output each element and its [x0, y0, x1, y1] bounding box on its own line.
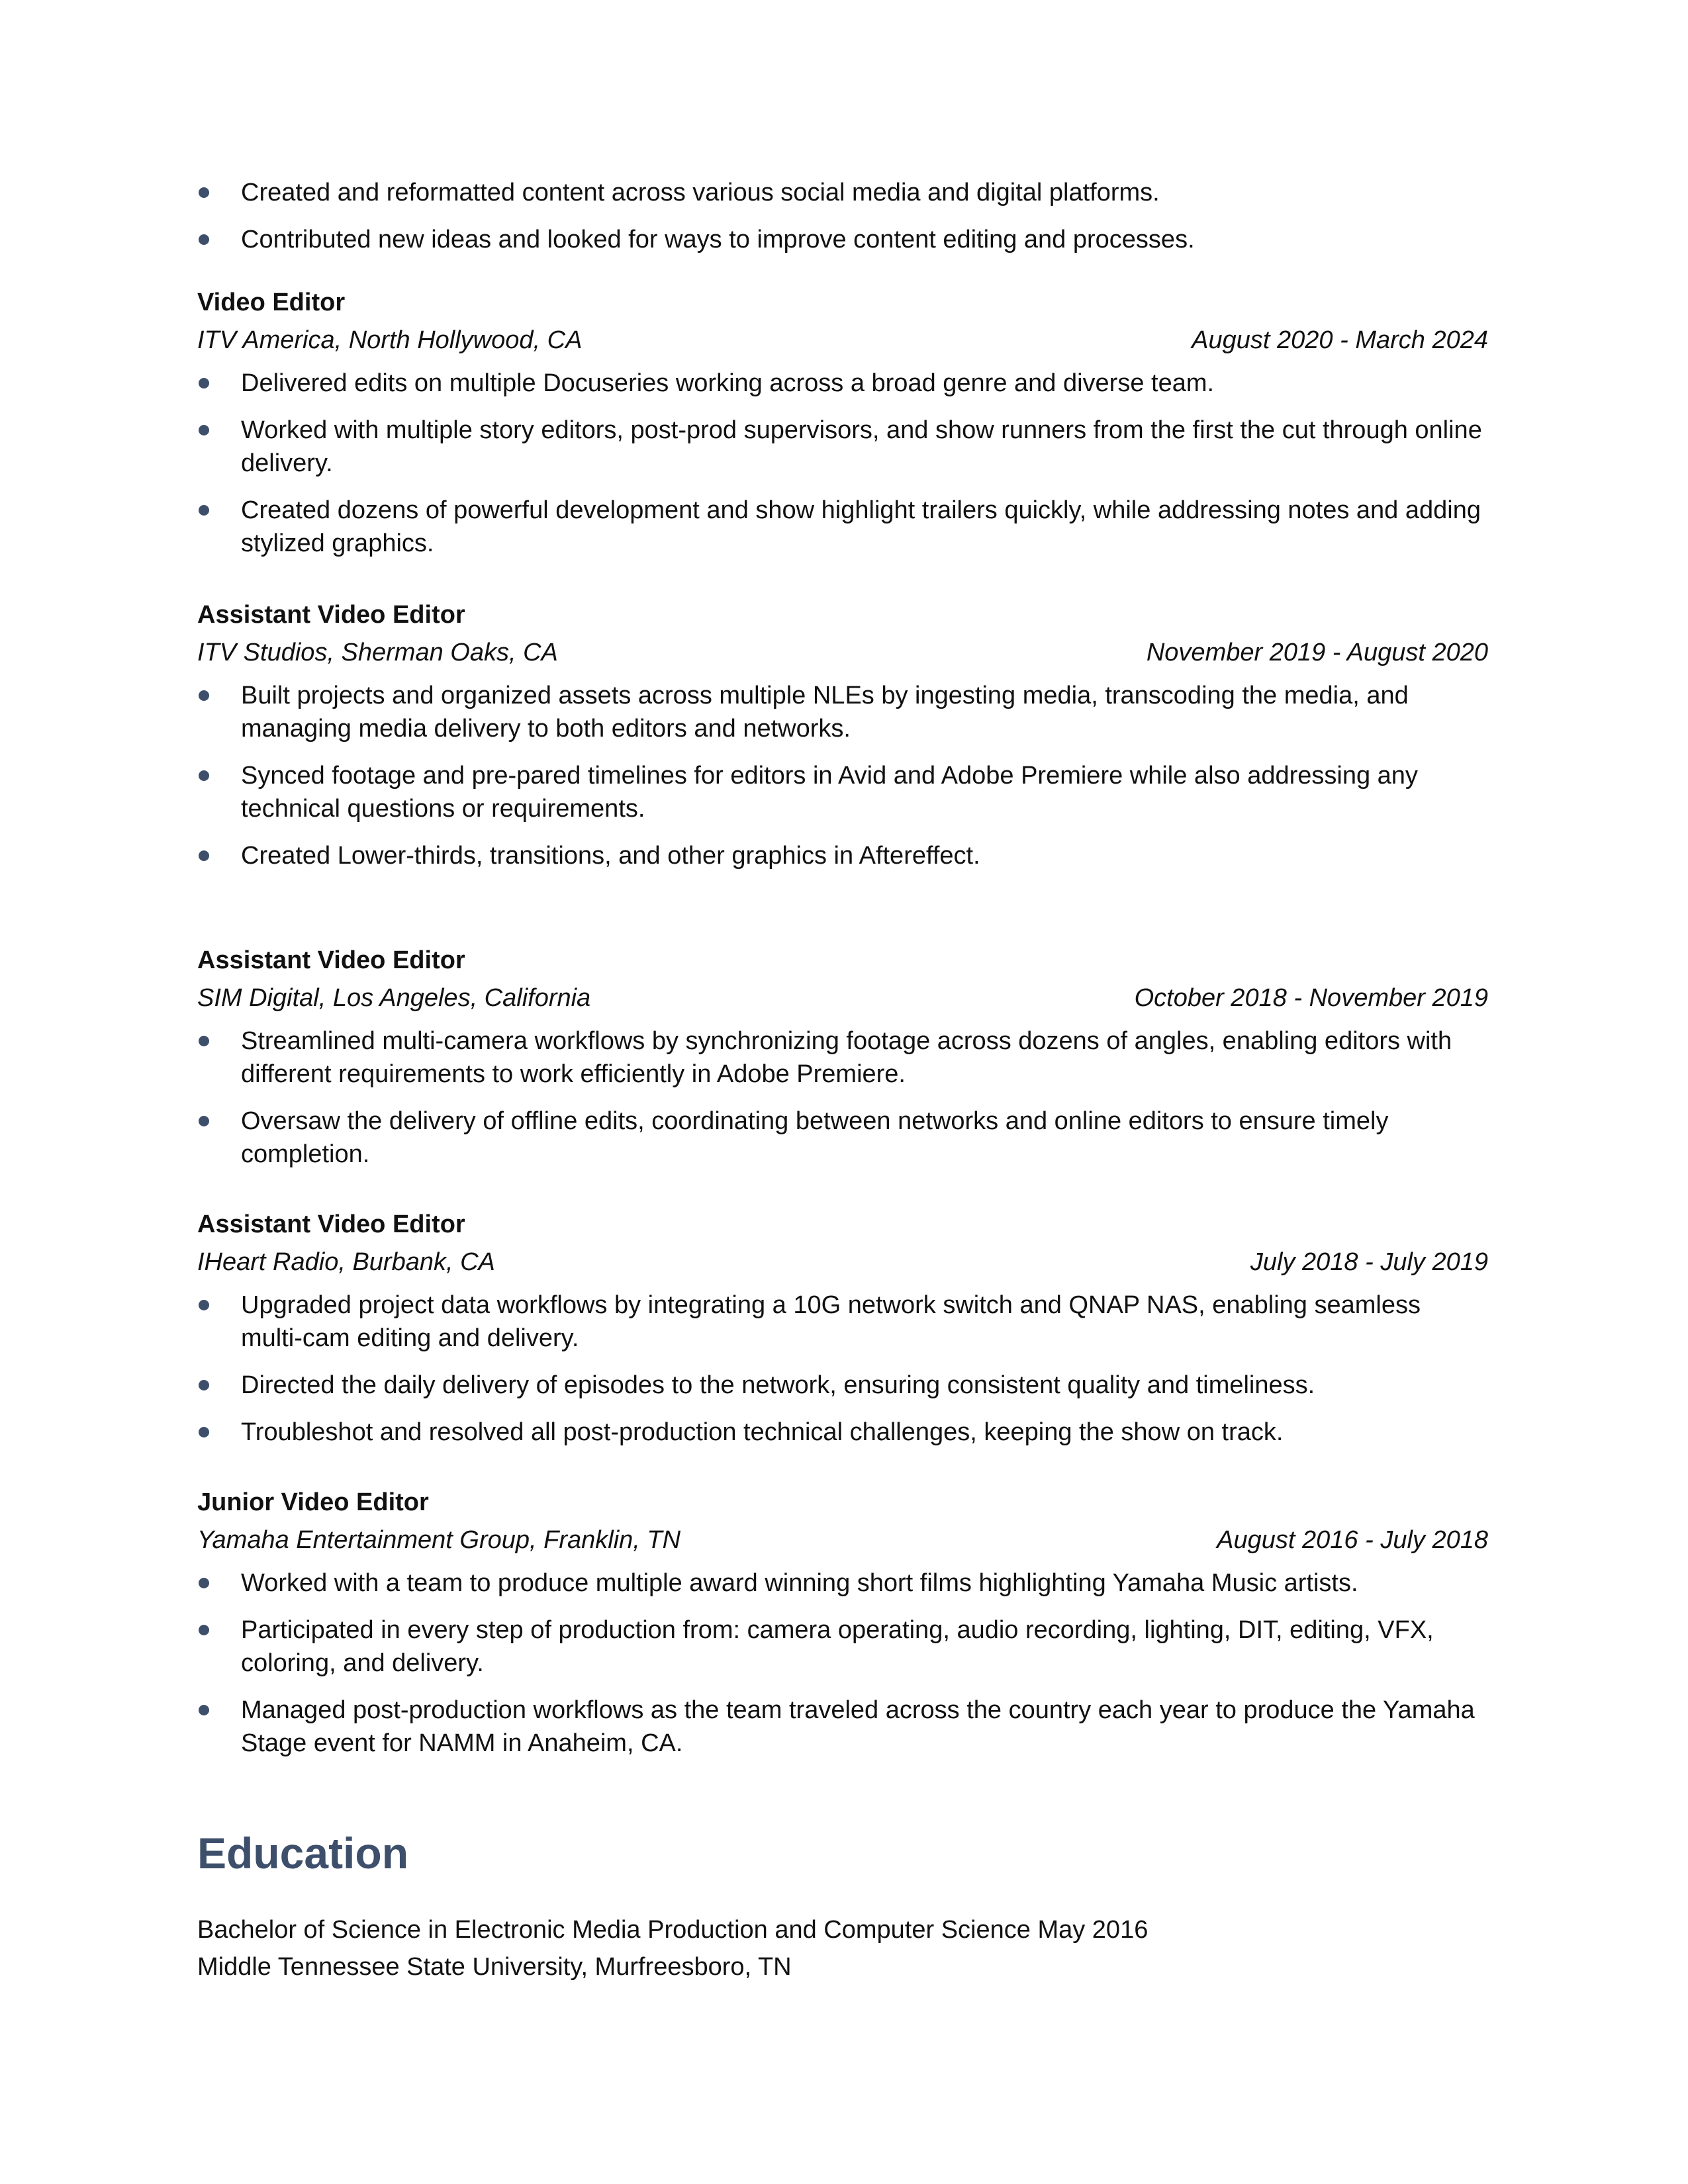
- education-school: Middle Tennessee State University, Murfreesboro, TN: [197, 1953, 792, 1981]
- job-title: Assistant Video Editor: [197, 601, 465, 629]
- education-section: [197, 1827, 1488, 1985]
- job-company: Yamaha Entertainment Group, Franklin, TN: [197, 1526, 681, 1554]
- bullet-text: Delivered edits on multiple Docuseries working across a broad genre and diverse team.: [241, 369, 1215, 397]
- job-title: Video Editor: [197, 289, 346, 316]
- list-item: [197, 839, 1488, 872]
- bullet-icon: [199, 187, 209, 198]
- job-dates: October 2018 - November 2019: [1134, 984, 1488, 1012]
- job-meta: [197, 324, 1488, 357]
- job-title: Assistant Video Editor: [197, 946, 465, 974]
- bullet-text: Created dozens of powerful development and show highlight trailers quickly, while addressing notes and adding stylized graphics.: [241, 496, 1481, 557]
- bullet-text: Created and reformatted content across various social media and digital platforms.: [241, 179, 1160, 206]
- job-company: ITV America, North Hollywood, CA: [197, 326, 583, 354]
- bullet-text: Contributed new ideas and looked for ways to improve content editing and processes.: [241, 226, 1195, 253]
- job-company: IHeart Radio, Burbank, CA: [197, 1248, 495, 1276]
- bullet-icon: [199, 1036, 209, 1046]
- education-degree: Bachelor of Science in Electronic Media Production and Computer Science May 2016: [197, 1916, 1149, 1944]
- bullet-text: Created Lower-thirds, transitions, and other graphics in Aftereffect.: [241, 842, 980, 870]
- job-dates: July 2018 - July 2019: [1250, 1248, 1488, 1276]
- job-meta: [197, 981, 1488, 1015]
- job-company: ITV Studios, Sherman Oaks, CA: [197, 639, 558, 666]
- job-entry: [197, 1486, 1488, 1774]
- section-heading: Education: [197, 1829, 409, 1878]
- bullet-text: Upgraded project data workflows by integrating a 10G network switch and QNAP NAS, enabling seamless multi-cam editing and delivery.: [241, 1291, 1421, 1352]
- bullet-icon: [199, 850, 209, 861]
- bullet-icon: [199, 690, 209, 701]
- bullet-text: Worked with multiple story editors, post-prod supervisors, and show runners from the first the cut through online delivery.: [241, 416, 1482, 477]
- job-meta: [197, 636, 1488, 669]
- job-bullet-list: [197, 679, 1488, 872]
- list-item: [197, 176, 1488, 209]
- job-bullet-list: [197, 1024, 1488, 1171]
- job-entry: [197, 286, 1488, 574]
- list-item: [197, 1567, 1488, 1600]
- bullet-text: Troubleshot and resolved all post-production technical challenges, keeping the show on track.: [241, 1418, 1284, 1446]
- bullet-icon: [199, 505, 209, 516]
- list-item: [197, 759, 1488, 825]
- bullet-text: Built projects and organized assets across multiple NLEs by ingesting media, transcoding the media, and managing media delivery to both editors and networks.: [241, 682, 1409, 743]
- bullet-text: Managed post-production workflows as the team traveled across the country each year to produce the Yamaha Stage event for NAMM in Anaheim, CA.: [241, 1696, 1475, 1757]
- list-item: [197, 1105, 1488, 1171]
- job-bullet-list: [197, 1567, 1488, 1760]
- job-company: SIM Digital, Los Angeles, California: [197, 984, 591, 1012]
- job-entry: [197, 944, 1488, 1185]
- job-meta: [197, 1524, 1488, 1557]
- job-bullet-list: [197, 1289, 1488, 1449]
- bullet-icon: [199, 770, 209, 781]
- job-entry: [197, 598, 1488, 886]
- bullet-text: Oversaw the delivery of offline edits, coordinating between networks and online editors to ensure timely completion.: [241, 1107, 1389, 1168]
- list-item: [197, 414, 1488, 480]
- bullet-icon: [199, 425, 209, 435]
- bullet-icon: [199, 234, 209, 245]
- intro-bullet-list: [197, 176, 1488, 270]
- list-item: [197, 223, 1488, 256]
- job-dates: November 2019 - August 2020: [1146, 639, 1488, 666]
- job-bullet-list: [197, 367, 1488, 560]
- bullet-text: Directed the daily delivery of episodes to the network, ensuring consistent quality and timeliness.: [241, 1371, 1315, 1399]
- bullet-text: Participated in every step of production from: camera operating, audio recording, lighting, DIT, editing, VFX, coloring, and delivery.: [241, 1616, 1434, 1677]
- list-item: [197, 1369, 1488, 1402]
- bullet-icon: [199, 1578, 209, 1588]
- list-item: [197, 1289, 1488, 1355]
- bullet-icon: [199, 1705, 209, 1715]
- list-item: [197, 494, 1488, 560]
- bullet-text: Streamlined multi-camera workflows by synchronizing footage across dozens of angles, enabling editors with different requirements to work efficiently in Adobe Premiere.: [241, 1027, 1452, 1088]
- bullet-icon: [199, 1300, 209, 1310]
- list-item: [197, 1614, 1488, 1680]
- bullet-icon: [199, 1625, 209, 1635]
- list-item: [197, 367, 1488, 400]
- list-item: [197, 1694, 1488, 1760]
- list-item: [197, 1416, 1488, 1449]
- job-meta: [197, 1246, 1488, 1279]
- list-item: [197, 679, 1488, 745]
- bullet-text: Synced footage and pre-pared timelines for editors in Avid and Adobe Premiere while also addressing any technical questions or requirements.: [241, 762, 1418, 823]
- job-entry: [197, 1208, 1488, 1463]
- bullet-icon: [199, 1427, 209, 1437]
- job-title: Assistant Video Editor: [197, 1210, 465, 1238]
- list-item: [197, 1024, 1488, 1091]
- bullet-icon: [199, 1116, 209, 1126]
- bullet-icon: [199, 1380, 209, 1390]
- bullet-icon: [199, 378, 209, 388]
- job-dates: August 2020 - March 2024: [1192, 326, 1488, 354]
- bullet-text: Worked with a team to produce multiple award winning short films highlighting Yamaha Music artists.: [241, 1569, 1358, 1597]
- job-dates: August 2016 - July 2018: [1217, 1526, 1488, 1554]
- job-title: Junior Video Editor: [197, 1488, 429, 1516]
